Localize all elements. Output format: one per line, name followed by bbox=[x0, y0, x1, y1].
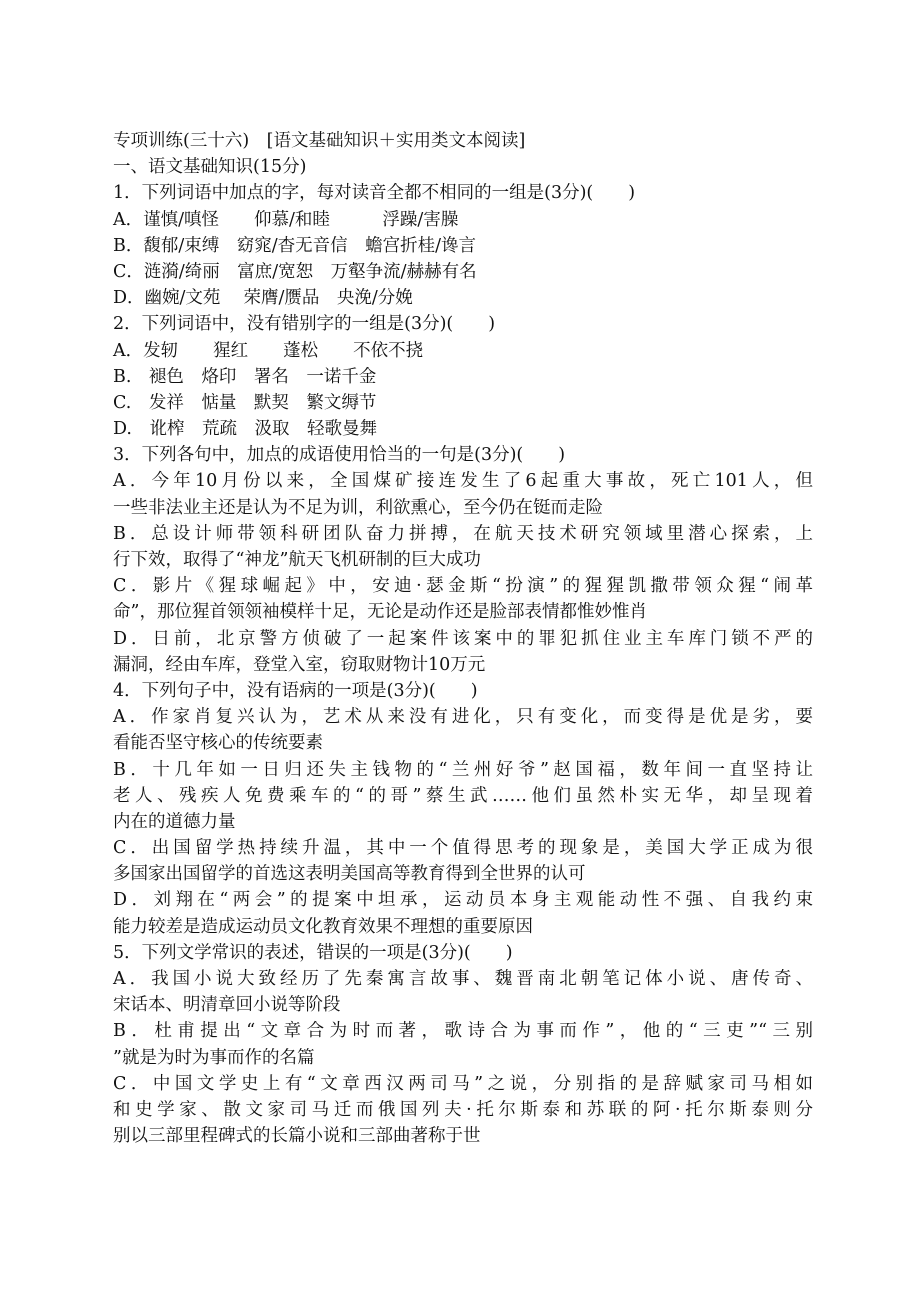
text-line: 一些非法业主还是认为不足为训，利欲熏心，至今仍在铤而走险 bbox=[113, 497, 603, 518]
text-line: 专项训练(三十六) [语文基础知识＋实用类文本阅读] bbox=[113, 131, 526, 151]
text-line: 命”，那位猩首领领袖模样十足，无论是动作还是脸部表情都惟妙惟肖 bbox=[113, 602, 647, 623]
text-line: A．我国小说大致经历了先秦寓言故事、魏晋南北朝笔记体小说、唐传奇、 bbox=[113, 969, 813, 989]
text-line: C．中国文学史上有“文章西汉两司马”之说，分别指的是辞赋家司马相如 bbox=[113, 1073, 813, 1094]
text-line: A．谨慎/嗔怪 仰慕/和睦 浮躁/害臊 bbox=[113, 209, 459, 230]
text-line: C．涟漪/绮丽 富庶/宽恕 万壑争流/赫赫有名 bbox=[113, 261, 477, 282]
text-line: D. 讹榨 荒疏 汲取 轻歌曼舞 bbox=[113, 419, 377, 440]
text-line: 4．下列句子中，没有语病的一项是(3分)( ) bbox=[113, 680, 478, 701]
text-line: A．今年10月份以来，全国煤矿接连发生了6起重大事故，死亡101人，但 bbox=[113, 471, 813, 492]
text-line: 能力较差是造成运动员文化教育效果不理想的重要原因 bbox=[113, 916, 533, 937]
text-line: 行下效，取得了“神龙”航天飞机研制的巨大成功 bbox=[113, 550, 481, 570]
text-line: B．杜甫提出“文章合为时而著，歌诗合为事而作”，他的“三吏”“三别 bbox=[113, 1021, 813, 1042]
text-line: B．十几年如一日归还失主钱物的“兰州好爷”赵国福，数年间一直坚持让 bbox=[113, 759, 813, 780]
text-line: 宋话本、明清章回小说等阶段 bbox=[113, 995, 341, 1016]
text-line: 2．下列词语中，没有错别字的一组是(3分)( ) bbox=[113, 314, 496, 335]
text-line: 5．下列文学常识的表述，错误的一项是(3分)( ) bbox=[113, 942, 513, 963]
text-line: 1．下列词语中加点的字，每对读音全都不相同的一组是(3分)( ) bbox=[113, 183, 636, 204]
text-line: A．作家肖复兴认为，艺术从来没有进化，只有变化，而变得是优是劣，要 bbox=[113, 707, 813, 728]
text-line: C．影片《猩球崛起》中，安迪·瑟金斯“扮演”的猩猩凯撒带领众猩“闹革 bbox=[113, 576, 813, 597]
text-line: 看能否坚守核心的传统要素 bbox=[113, 733, 323, 754]
text-line: 一、语文基础知识(15分) bbox=[113, 157, 307, 178]
text-line: D．刘翔在“两会”的提案中坦承，运动员本身主观能动性不强、自我约束 bbox=[113, 890, 813, 911]
text-line: 内在的道德力量 bbox=[113, 811, 236, 832]
text-line: C. 发祥 惦量 默契 繁文缛节 bbox=[113, 392, 377, 413]
text-line: 多国家出国留学的首选这表明美国高等教育得到全世界的认可 bbox=[113, 864, 586, 885]
text-line: B．馥郁/束缚 窈窕/杳无音信 蟾宫折桂/谗言 bbox=[113, 235, 477, 256]
text-line: 和史学家、散文家司马迁而俄国列夫·托尔斯泰和苏联的阿·托尔斯泰则分 bbox=[113, 1099, 813, 1120]
text-line: D．日前，北京警方侦破了一起案件该案中的罪犯抓住业主车库门锁不严的 bbox=[113, 628, 813, 649]
text-line: B. 褪色 烙印 署名 一诺千金 bbox=[113, 366, 377, 387]
text-line: 老人、残疾人免费乘车的“的哥”蔡生武……他们虽然朴实无华，却呈现着 bbox=[113, 785, 813, 806]
text-line: 3．下列各句中，加点的成语使用恰当的一句是(3分)( ) bbox=[113, 445, 566, 466]
text-line: D．幽婉/文苑 荣膺/赝品 央浼/分娩 bbox=[113, 288, 413, 309]
text-line: ”就是为时为事而作的名篇 bbox=[113, 1047, 315, 1068]
text-line: 漏洞，经由车库，登堂入室，窃取财物计10万元 bbox=[113, 654, 486, 675]
text-line: 别以三部里程碑式的长篇小说和三部曲著称于世 bbox=[113, 1126, 481, 1147]
document-page bbox=[113, 128, 813, 1149]
text-line: B．总设计师带领科研团队奋力拼搏，在航天技术研究领域里潜心探索，上 bbox=[113, 523, 813, 544]
text-line: C．出国留学热持续升温，其中一个值得思考的现象是，美国大学正成为很 bbox=[113, 838, 813, 859]
text-line: A．发轫 猩红 蓬松 不依不挠 bbox=[113, 340, 424, 361]
